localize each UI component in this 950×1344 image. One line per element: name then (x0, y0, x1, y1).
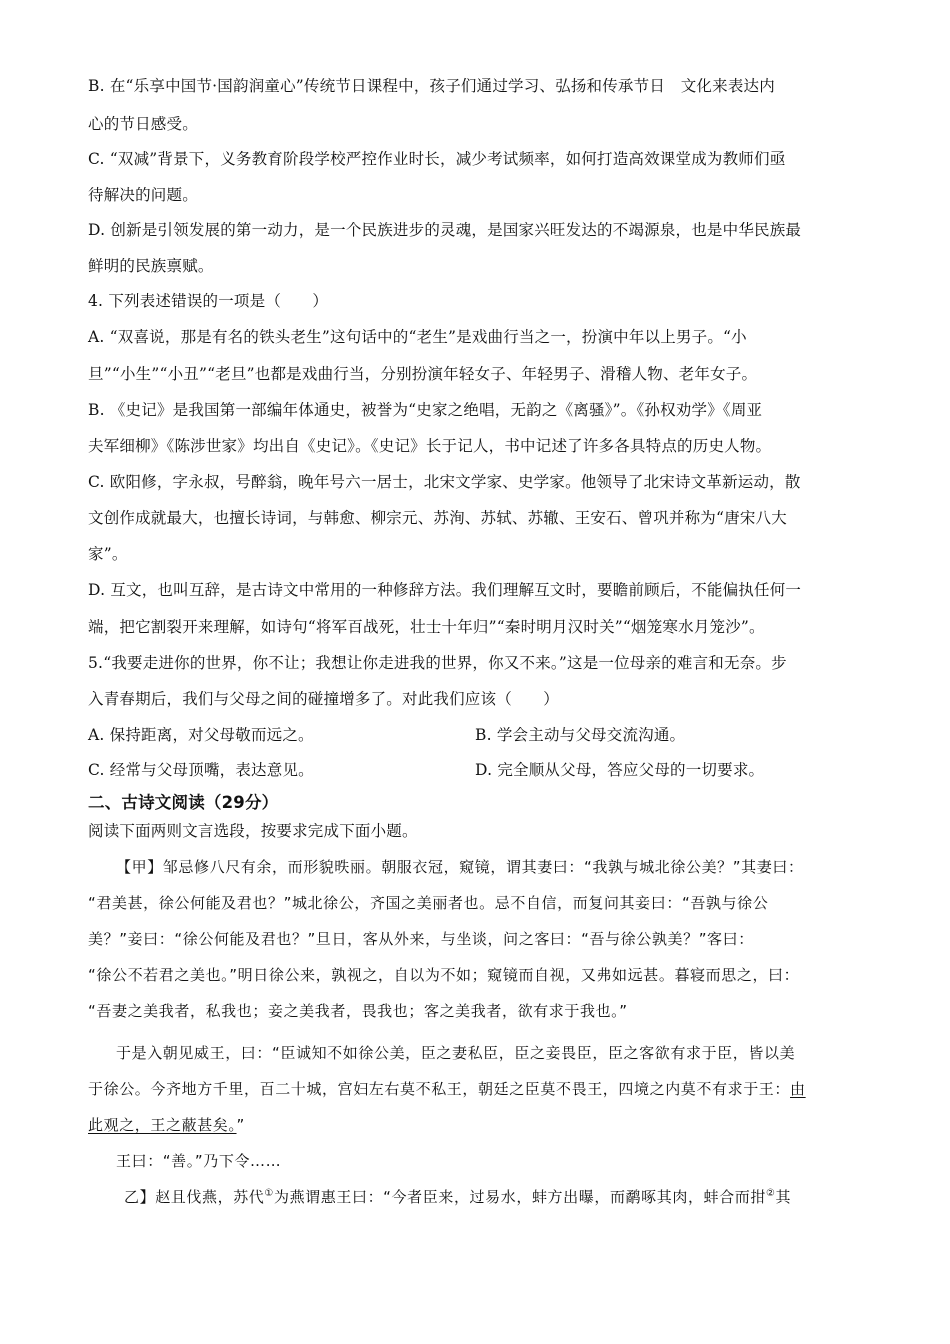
underlined-sentence-part1: 由 (790, 1080, 806, 1098)
passage-jia-line6: 于是入朝见威王，曰：“臣诚知不如徐公美，臣之妻私臣，臣之妾畏臣，臣之客欲有求于臣，皆以美 (116, 1044, 796, 1062)
passage-jia-line3: 美？”妾曰：“徐公何能及君也？”旦日，客从外来，与坐谈，问之客曰：“吾与徐公孰美？”客曰： (88, 930, 754, 948)
passage-jia-line9: 王曰：“善。”乃下令…… (116, 1152, 282, 1170)
q5-option-b: B. 学会主动与父母交流沟通。 (475, 726, 686, 744)
q4-stem: 4. 下列表述错误的一项是（ ） (88, 292, 329, 310)
q4-option-b-line2: 夫军细柳》《陈涉世家》均出自《史记》。《史记》长于记人，书中记述了许多各具特点的历史人物。 (88, 437, 772, 455)
q4-option-d-line2: 端，把它割裂开来理解，如诗句“将军百战死，壮士十年归”“秦时明月汉时关”“烟笼寒水月笼沙”。 (88, 618, 765, 636)
section-instruction: 阅读下面两则文言选段，按要求完成下面小题。 (88, 822, 418, 840)
q3-option-d-line1: D. 创新是引领发展的第一动力，是一个民族进步的灵魂，是国家兴旺发达的不竭源泉，也是中华民族最 (88, 221, 802, 239)
underlined-sentence-part2: 此观之，王之蔽甚矣。 (88, 1116, 237, 1134)
q3-option-c-line1: C. “双减”背景下，义务教育阶段学校严控作业时长，减少考试频率，如何打造高效课堂成为教师们亟 (88, 150, 786, 168)
q4-option-c-line3: 家”。 (88, 545, 128, 563)
passage-jia-line1: 【甲】邹忌修八尺有余，而形貌昳丽。朝服衣冠，窥镜，谓其妻曰：“我孰与城北徐公美？”其妻曰： (116, 858, 804, 876)
passage-jia-line8 (88, 1115, 868, 1135)
q5-option-d: D. 完全顺从父母，答应父母的一切要求。 (475, 761, 765, 779)
q5-stem-line1: 5.“我要走进你的世界，你不让；我想让你走进我的世界，你又不来。”这是一位母亲的难言和无奈。步 (88, 654, 787, 672)
q5-option-a: A. 保持距离，对父母敬而远之。 (88, 726, 314, 744)
q4-option-d-line1: D. 互文，也叫互辞，是古诗文中常用的一种修辞方法。我们理解互文时，要瞻前顾后，不能偏执任何一 (88, 581, 802, 599)
q3-option-c-line2: 待解决的问题。 (88, 186, 198, 204)
footnote-marker-2: ② (765, 1188, 776, 1199)
q3-option-d-line2: 鲜明的民族禀赋。 (88, 257, 214, 275)
q4-option-b-line1: B. 《史记》是我国第一部编年体通史，被誉为“史家之绝唱，无韵之《离骚》”。《孙权劝学》《周亚 (88, 401, 763, 419)
passage-yi-line1: 乙】赵且伐燕，苏代①为燕谓惠王曰：“今者臣来，过易水，蚌方出曝，而鹬啄其肉，蚌合而拑②其 (124, 1188, 792, 1206)
q3-option-b-line2: 心的节日感受。 (88, 115, 198, 133)
q4-option-c-line1: C. 欧阳修，字永叔，号醉翁，晚年号六一居士，北宋文学家、史学家。他领导了北宋诗文革新运动，散 (88, 473, 801, 491)
passage-jia-line7-text: 于徐公。今齐地方千里，百二十城，宫妇左右莫不私王，朝廷之臣莫不畏王，四境之内莫不有求于王： (88, 1080, 791, 1098)
q5-stem-line2: 入青春期后，我们与父母之间的碰撞增多了。对此我们应该（ ） (88, 690, 560, 708)
passage-jia-line5: “吾妻之美我者，私我也；妾之美我者，畏我也；客之美我者，欲有求于我也。” (88, 1002, 628, 1020)
passage-jia-line7 (88, 1079, 868, 1099)
q4-option-a-line2: 旦”“小生”“小丑”“老旦”也都是戏曲行当，分别扮演年轻女子、年轻男子、滑稽人物、老年女子。 (88, 365, 758, 383)
q3-option-b-line1: B. 在“乐享中国节·国韵润童心”传统节日课程中，孩子们通过学习、弘扬和传承节日 文化来表达内 (88, 77, 775, 95)
passage-jia-line8-end: ” (236, 1116, 245, 1134)
q5-option-c: C. 经常与父母顶嘴，表达意见。 (88, 761, 314, 779)
passage-jia-line2: “君美甚，徐公何能及君也？”城北徐公，齐国之美丽者也。忌不自信，而复问其妾曰：“吾孰与徐公 (88, 894, 769, 912)
section-heading: 二、古诗文阅读（29分） (88, 793, 279, 812)
passage-jia-line4: “徐公不若君之美也。”明日徐公来，孰视之，自以为不如；窥镜而自视，又弗如远甚。暮寝而思之，曰： (88, 966, 800, 984)
footnote-marker-1: ① (264, 1188, 274, 1199)
q4-option-a-line1: A. “双喜说，那是有名的铁头老生”这句话中的“老生”是戏曲行当之一，扮演中年以上男子。“小 (88, 328, 747, 346)
q4-option-c-line2: 文创作成就最大，也擅长诗词，与韩愈、柳宗元、苏洵、苏轼、苏辙、王安石、曾巩并称为“唐宋八大 (88, 509, 787, 527)
